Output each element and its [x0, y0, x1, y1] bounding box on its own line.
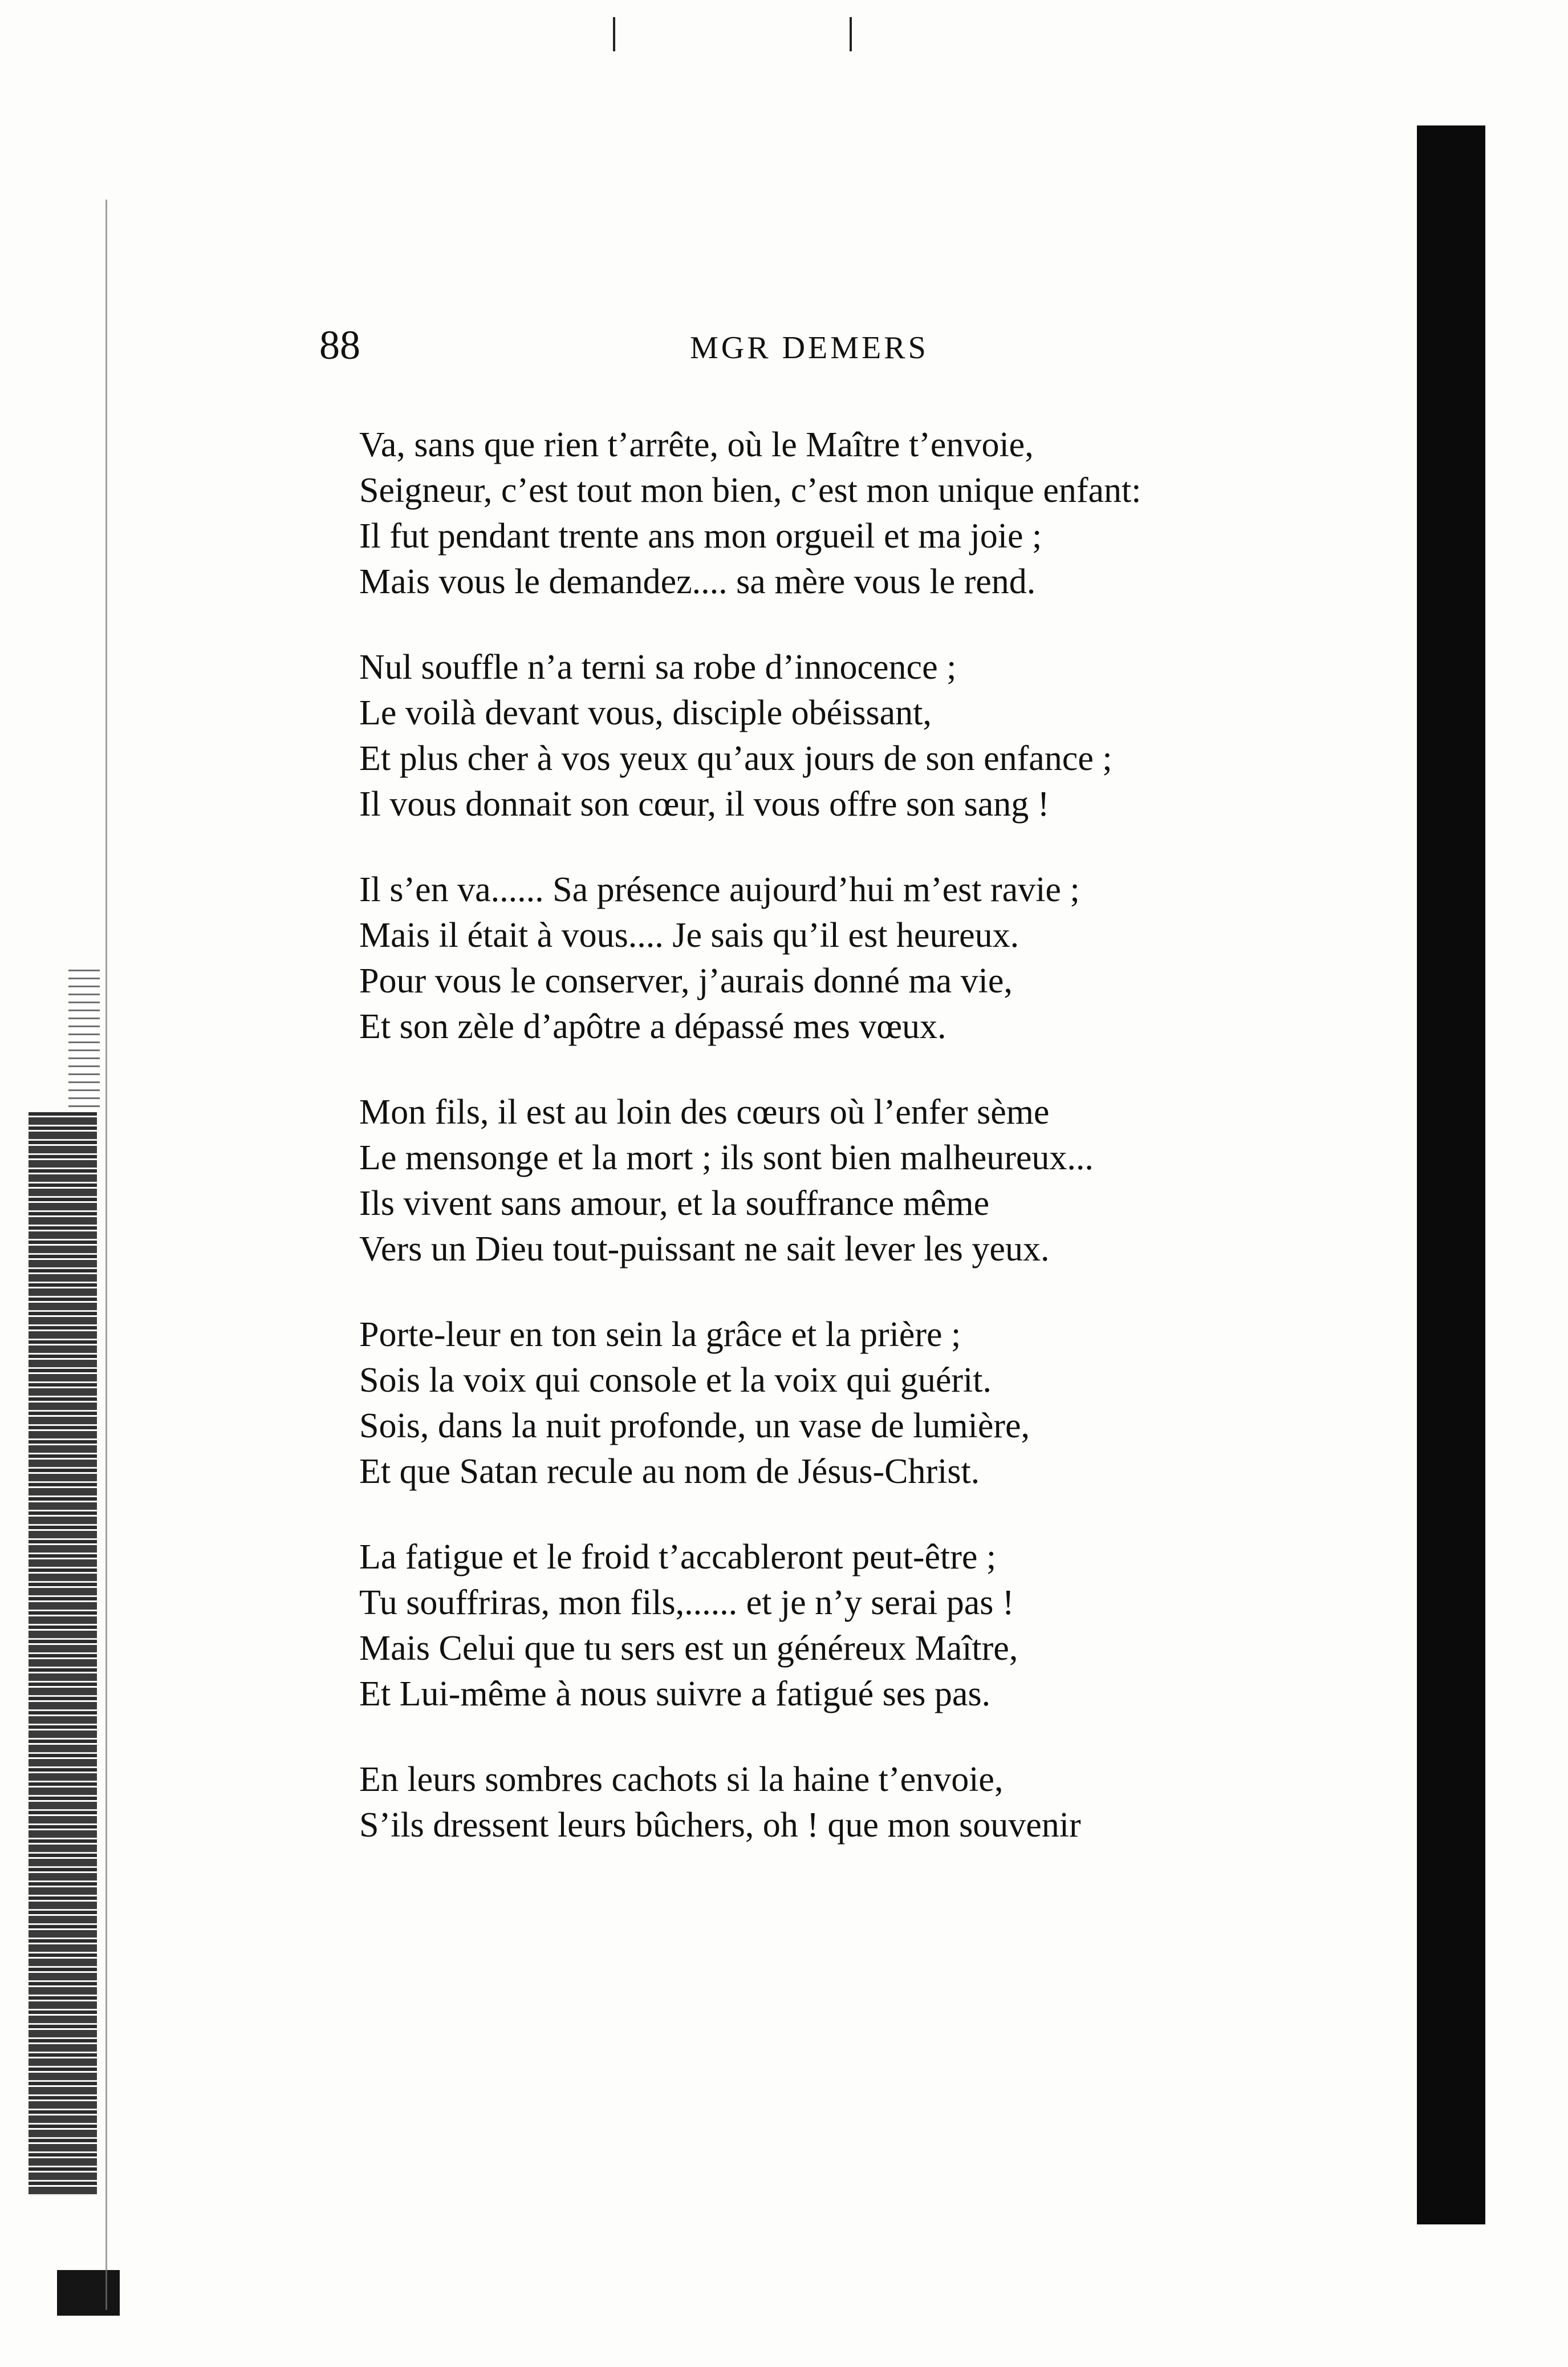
verse-line: Et plus cher à vos yeux qu’aux jours de son enfance ; [359, 739, 1112, 778]
verse-line: Sois la voix qui console et la voix qui guérit. [359, 1361, 992, 1400]
stanza [359, 1757, 1363, 1848]
verse-line: Va, sans que rien t’arrête, où le Maître t’envoie, [359, 425, 1034, 464]
stanza [359, 422, 1363, 605]
scan-artifact-line [105, 200, 107, 2310]
verse-line: Mais vous le demandez.... sa mère vous le rend. [359, 562, 1036, 601]
stanza [359, 1312, 1363, 1494]
verse-line: Sois, dans la nuit profonde, un vase de lumière, [359, 1407, 1030, 1445]
verse-line: S’ils dressent leurs bûchers, oh ! que mon souvenir [359, 1806, 1081, 1845]
verse-line: Et son zèle d’apôtre a dépassé mes vœux. [359, 1007, 947, 1046]
running-head: MGR DEMERS [690, 330, 929, 366]
verse-line: Nul souffle n’a terni sa robe d’innocence ; [359, 648, 957, 687]
verse-line: Mais Celui que tu sers est un généreux Maître, [359, 1629, 1018, 1668]
page-number: 88 [319, 322, 360, 368]
scan-mark [850, 17, 852, 51]
stanza [359, 1089, 1363, 1272]
verse-line: Vers un Dieu tout-puissant ne sait lever les yeux. [359, 1230, 1050, 1268]
verse-line: Mon fils, il est au loin des cœurs où l’enfer sème [359, 1093, 1050, 1132]
verse-line: Et que Satan recule au nom de Jésus-Christ. [359, 1452, 980, 1491]
verse-line: Tu souffriras, mon fils,...... et je n’y serai pas ! [359, 1583, 1014, 1622]
scan-artifact-strip [29, 1112, 97, 2196]
page-header [319, 319, 1346, 371]
verse-line: Seigneur, c’est tout mon bien, c’est mon unique enfant: [359, 471, 1142, 510]
verse-line: Il vous donnait son cœur, il vous offre son sang ! [359, 785, 1050, 824]
verse-line: Le mensonge et la mort ; ils sont bien malheureux... [359, 1138, 1094, 1177]
verse-line: Ils vivent sans amour, et la souffrance même [359, 1184, 990, 1223]
verse-line: Le voilà devant vous, disciple obéissant, [359, 694, 932, 732]
verse-line: Mais il était à vous.... Je sais qu’il est heureux. [359, 916, 1019, 955]
stanza [359, 867, 1363, 1049]
scan-artifact-top [68, 970, 100, 1112]
stanza [359, 645, 1363, 827]
poem-body [359, 422, 1363, 1888]
scan-mark [613, 17, 615, 51]
verse-line: Il s’en va...... Sa présence aujourd’hui m’est ravie ; [359, 870, 1080, 909]
verse-line: Porte-leur en ton sein la grâce et la prière ; [359, 1315, 961, 1354]
stanza [359, 1534, 1363, 1717]
binding-shadow [1417, 125, 1485, 2224]
verse-line: Pour vous le conserver, j’aurais donné ma vie, [359, 962, 1013, 1000]
verse-line: En leurs sombres cachots si la haine t’envoie, [359, 1760, 1004, 1799]
verse-line: Et Lui-même à nous suivre a fatigué ses pas. [359, 1675, 991, 1713]
scan-artifact-bottom [57, 2270, 120, 2316]
verse-line: Il fut pendant trente ans mon orgueil et ma joie ; [359, 517, 1042, 556]
verse-line: La fatigue et le froid t’accableront peut-être ; [359, 1538, 997, 1576]
